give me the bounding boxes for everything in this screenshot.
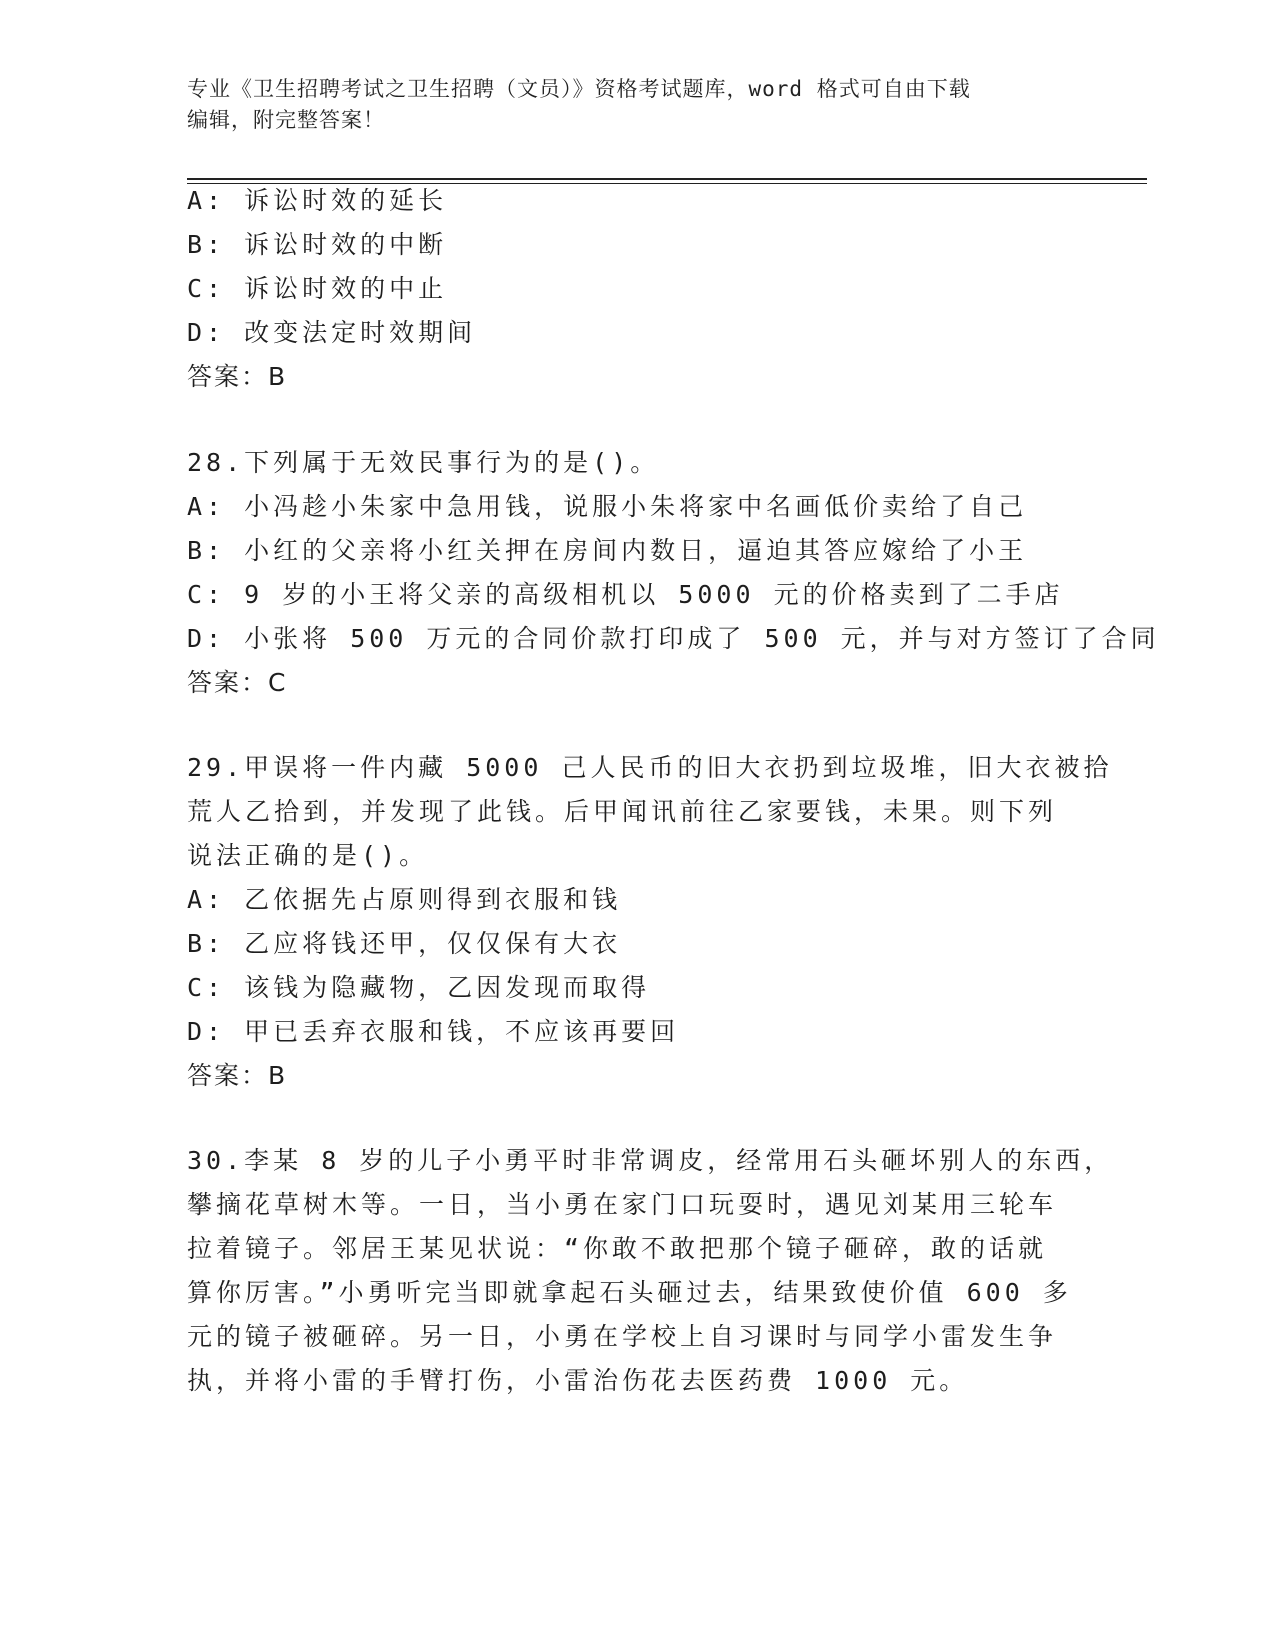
q29-option-b: B: 乙应将钱还甲，仅仅保有大衣 bbox=[187, 929, 622, 958]
q27-option-d: D: 改变法定时效期间 bbox=[187, 318, 477, 347]
q27-answer: 答案：B bbox=[187, 362, 288, 391]
q29-answer: 答案：B bbox=[187, 1061, 288, 1090]
q27-option-c: C: 诉讼时效的中止 bbox=[187, 274, 448, 303]
document-header bbox=[187, 74, 1067, 136]
header-line-2: 编辑，附完整答案！ bbox=[187, 108, 385, 132]
q30-stem-line-2: 攀摘花草树木等。一日，当小勇在家门口玩耍时，遇见刘某用三轮车 bbox=[187, 1190, 1058, 1219]
q28-option-a: A: 小冯趁小朱家中急用钱，说服小朱将家中名画低价卖给了自己 bbox=[187, 492, 1028, 521]
q30-stem-line-6: 执，并将小雷的手臂打伤，小雷治伤花去医药费 1000 元。 bbox=[187, 1366, 969, 1395]
q29-option-a: A: 乙依据先占原则得到衣服和钱 bbox=[187, 885, 622, 914]
q27-option-a: A: 诉讼时效的延长 bbox=[187, 186, 448, 215]
q28-option-c: C: 9 岁的小王将父亲的高级相机以 5000 元的价格卖到了二手店 bbox=[187, 580, 1064, 609]
q28-stem: 28.下列属于无效民事行为的是()。 bbox=[187, 448, 660, 477]
header-rule-thin bbox=[187, 183, 1147, 184]
q27-option-b: B: 诉讼时效的中断 bbox=[187, 230, 448, 259]
q30-stem-line-1: 30.李某 8 岁的儿子小勇平时非常调皮，经常用石头砸坏别人的东西， bbox=[187, 1146, 1114, 1175]
q28-answer: 答案：C bbox=[187, 668, 288, 697]
header-rule-thick bbox=[187, 178, 1147, 180]
q30-stem-line-5: 元的镜子被砸碎。另一日，小勇在学校上自习课时与同学小雷发生争 bbox=[187, 1322, 1058, 1351]
q29-option-d: D: 甲已丢弃衣服和钱，不应该再要回 bbox=[187, 1017, 680, 1046]
q29-stem-line-3: 说法正确的是()。 bbox=[187, 841, 429, 870]
q29-stem-line-2: 荒人乙拾到，并发现了此钱。后甲闻讯前往乙家要钱，未果。则下列 bbox=[187, 797, 1058, 826]
header-line-1: 专业《卫生招聘考试之卫生招聘（文员）》资格考试题库，word 格式可自由下载 bbox=[187, 77, 971, 101]
q28-option-b: B: 小红的父亲将小红关押在房间内数日，逼迫其答应嫁给了小王 bbox=[187, 536, 1028, 565]
q30-stem-line-3: 拉着镜子。邻居王某见状说：“你敢不敢把那个镜子砸碎，敢的话就 bbox=[187, 1234, 1048, 1263]
q29-option-c: C: 该钱为隐藏物，乙因发现而取得 bbox=[187, 973, 651, 1002]
q30-stem-line-4: 算你厉害。”小勇听完当即就拿起石头砸过去，结果致使价值 600 多 bbox=[187, 1278, 1072, 1307]
q28-option-d: D: 小张将 500 万元的合同价款打印成了 500 元，并与对方签订了合同 bbox=[187, 624, 1160, 653]
q29-stem-line-1: 29.甲误将一件内藏 5000 己人民币的旧大衣扔到垃圾堆，旧大衣被拾 bbox=[187, 753, 1113, 782]
